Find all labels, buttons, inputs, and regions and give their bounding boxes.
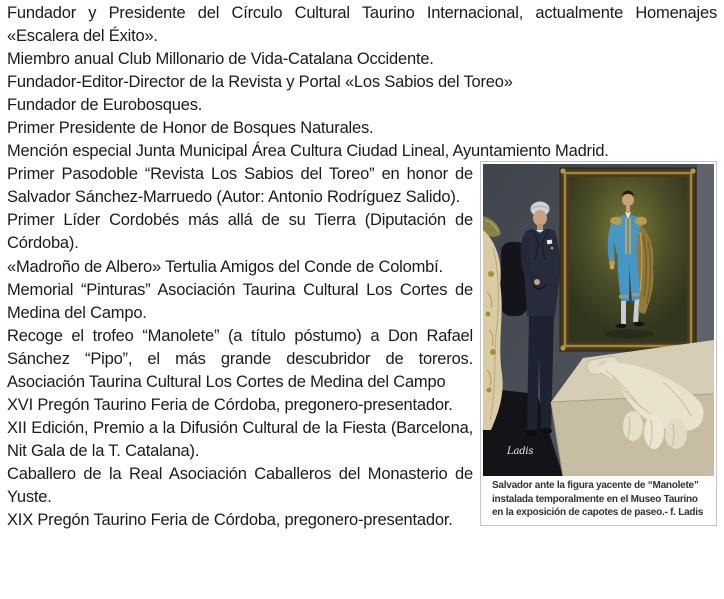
museum-photo-illustration [483, 164, 714, 476]
achievement-paragraph: Miembro anual Club Millonario de Vida-Catalana Occidente. [7, 50, 434, 69]
caption-line: instalada temporalmente en el Museo Taurino [492, 493, 698, 505]
achievement-paragraph: Mención especial Junta Municipal Área Cultura Ciudad Lineal, Ayuntamiento Madrid. [7, 142, 609, 161]
achievement-paragraph: Primer Pasodoble “Revista Los Sabios del Toreo” en honor de Salvador Sánchez-Marruedo (Autor: Antonio Rodríguez Salido). [7, 165, 473, 207]
achievement-paragraph: Fundador y Presidente del Círculo Cultural Taurino Internacional, actualmente Homenajes «Escalera del Éxito». [7, 4, 717, 46]
caption-line: en la exposición de capotes de paseo.- f. Ladis [492, 507, 704, 519]
caption-line: Salvador ante la figura yacente de “Manolete” [492, 480, 699, 492]
framed-painting-manolete [560, 168, 696, 351]
achievement-paragraph: Memorial “Pinturas” Asociación Taurina Cultural Los Cortes de Medina del Campo. [7, 280, 473, 322]
achievement-paragraph: Caballero de la Real Asociación Caballeros del Monasterio de Yuste. [7, 464, 473, 506]
achievement-paragraph: Primer Líder Cordobés más allá de su Tierra (Diputación de Córdoba). [7, 211, 473, 253]
photo-figure [480, 161, 717, 525]
achievement-paragraph: «Madroño de Albero» Tertulia Amigos del Conde de Colombí. [7, 257, 443, 276]
achievement-paragraph: XII Edición, Premio a la Difusión Cultural de la Fiesta (Barcelona, Nit Gala de la T. Catalana). [7, 418, 473, 460]
achievement-paragraph: Fundador-Editor-Director de la Revista y Portal «Los Sabios del Toreo» [7, 73, 513, 92]
achievement-paragraph: XVI Pregón Taurino Feria de Córdoba, pregonero-presentador. [7, 395, 453, 414]
photographer-signature: Ladis [507, 446, 534, 458]
achievement-paragraph: Primer Presidente de Honor de Bosques Naturales. [7, 119, 374, 138]
achievement-paragraph: Recoge el trofeo “Manolete” (a título póstumo) a Don Rafael Sánchez “Pipo”, el más grande descubridor de toreros. Asociación Taurina Cultural Los Cortes de Medina del Campo [7, 326, 473, 391]
photo-salvador-manolete-museum [483, 164, 714, 476]
achievement-paragraph: XIX Pregón Taurino Feria de Córdoba, pregonero-presentador. [7, 511, 453, 530]
achievement-paragraph: Fundador de Eurobosques. [7, 96, 203, 115]
photo-caption [483, 476, 714, 522]
